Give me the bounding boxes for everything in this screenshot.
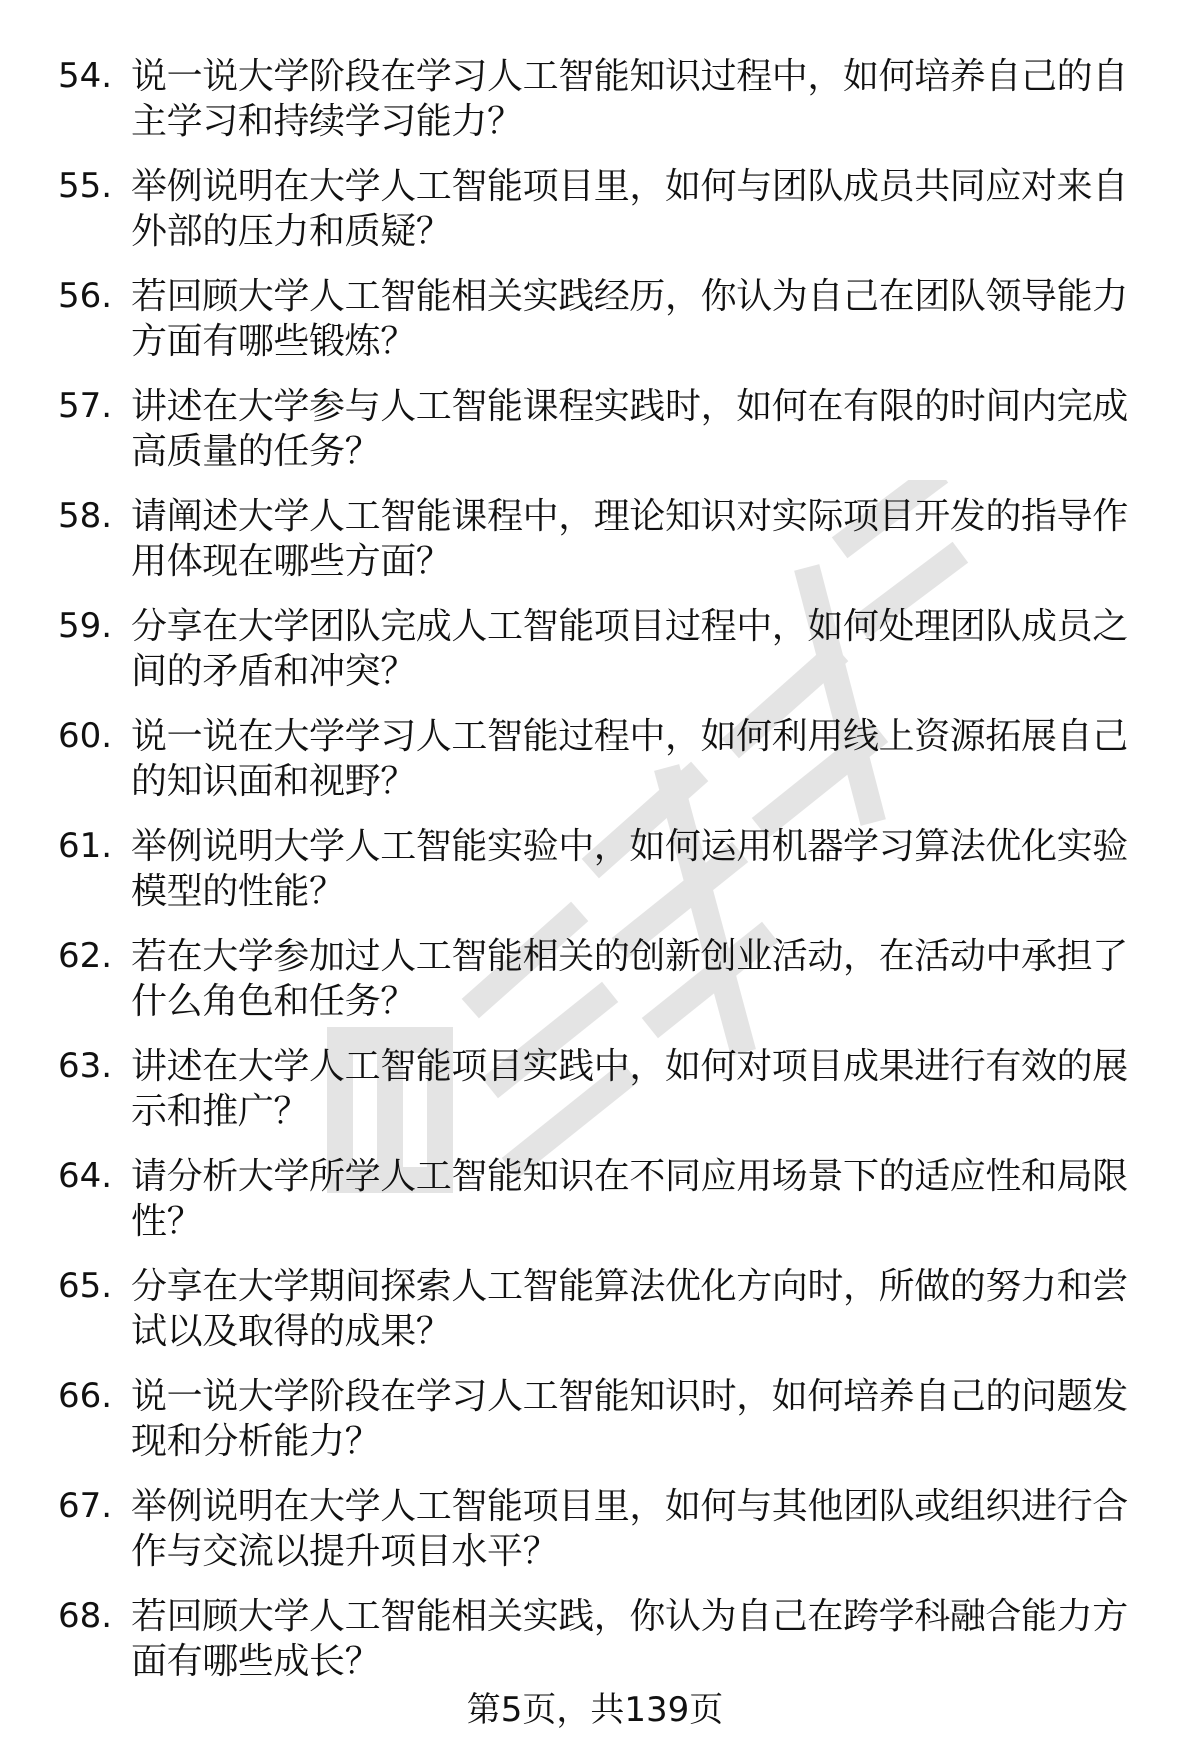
question-number: 67.	[58, 1486, 113, 1526]
question-text: 若在大学参加过人工智能相关的创新创业活动，在活动中承担了什么角色和任务？	[131, 936, 1128, 1022]
list-item	[0, 378, 1190, 488]
question-number: 63.	[58, 1046, 113, 1086]
list-item	[0, 1038, 1190, 1148]
list-item	[0, 708, 1190, 818]
question-number: 62.	[58, 936, 113, 976]
question-text: 分享在大学期间探索人工智能算法优化方向时，所做的努力和尝试以及取得的成果？	[131, 1266, 1128, 1352]
page-number-footer: 第5页，共139页	[466, 1690, 724, 1730]
question-list	[0, 48, 1190, 1698]
question-text: 请分析大学所学人工智能知识在不同应用场景下的适应性和局限性？	[131, 1156, 1128, 1242]
question-number: 56.	[58, 276, 113, 316]
question-text: 若回顾大学人工智能相关实践经历，你认为自己在团队领导能力方面有哪些锻炼？	[131, 276, 1128, 362]
question-number: 59.	[58, 606, 113, 646]
question-number: 55.	[58, 166, 113, 206]
question-number: 64.	[58, 1156, 113, 1196]
question-text: 举例说明在大学人工智能项目里，如何与团队成员共同应对来自外部的压力和质疑？	[131, 166, 1128, 252]
question-number: 68.	[58, 1596, 113, 1636]
question-number: 54.	[58, 56, 113, 96]
question-text: 举例说明大学人工智能实验中，如何运用机器学习算法优化实验模型的性能？	[131, 826, 1128, 912]
question-text: 举例说明在大学人工智能项目里，如何与其他团队或组织进行合作与交流以提升项目水平？	[131, 1486, 1128, 1572]
question-number: 61.	[58, 826, 113, 866]
list-item	[0, 158, 1190, 268]
list-item	[0, 48, 1190, 158]
question-text: 说一说大学阶段在学习人工智能知识过程中，如何培养自己的自主学习和持续学习能力？	[131, 56, 1128, 142]
list-item	[0, 1148, 1190, 1258]
question-text: 请阐述大学人工智能课程中，理论知识对实际项目开发的指导作用体现在哪些方面？	[131, 496, 1128, 582]
question-number: 66.	[58, 1376, 113, 1416]
question-number: 60.	[58, 716, 113, 756]
question-text: 说一说大学阶段在学习人工智能知识时，如何培养自己的问题发现和分析能力？	[131, 1376, 1128, 1462]
list-item	[0, 928, 1190, 1038]
list-item	[0, 1588, 1190, 1698]
question-text: 讲述在大学参与人工智能课程实践时，如何在有限的时间内完成高质量的任务？	[131, 386, 1128, 472]
question-text: 说一说在大学学习人工智能过程中，如何利用线上资源拓展自己的知识面和视野？	[131, 716, 1128, 802]
question-text: 分享在大学团队完成人工智能项目过程中，如何处理团队成员之间的矛盾和冲突？	[131, 606, 1128, 692]
list-item	[0, 818, 1190, 928]
question-text: 若回顾大学人工智能相关实践，你认为自己在跨学科融合能力方面有哪些成长？	[131, 1596, 1128, 1682]
question-text: 讲述在大学人工智能项目实践中，如何对项目成果进行有效的展示和推广？	[131, 1046, 1128, 1132]
question-number: 58.	[58, 496, 113, 536]
list-item	[0, 1368, 1190, 1478]
question-number: 57.	[58, 386, 113, 426]
list-item	[0, 598, 1190, 708]
question-number: 65.	[58, 1266, 113, 1306]
list-item	[0, 488, 1190, 598]
list-item	[0, 1258, 1190, 1368]
list-item	[0, 1478, 1190, 1588]
list-item	[0, 268, 1190, 378]
